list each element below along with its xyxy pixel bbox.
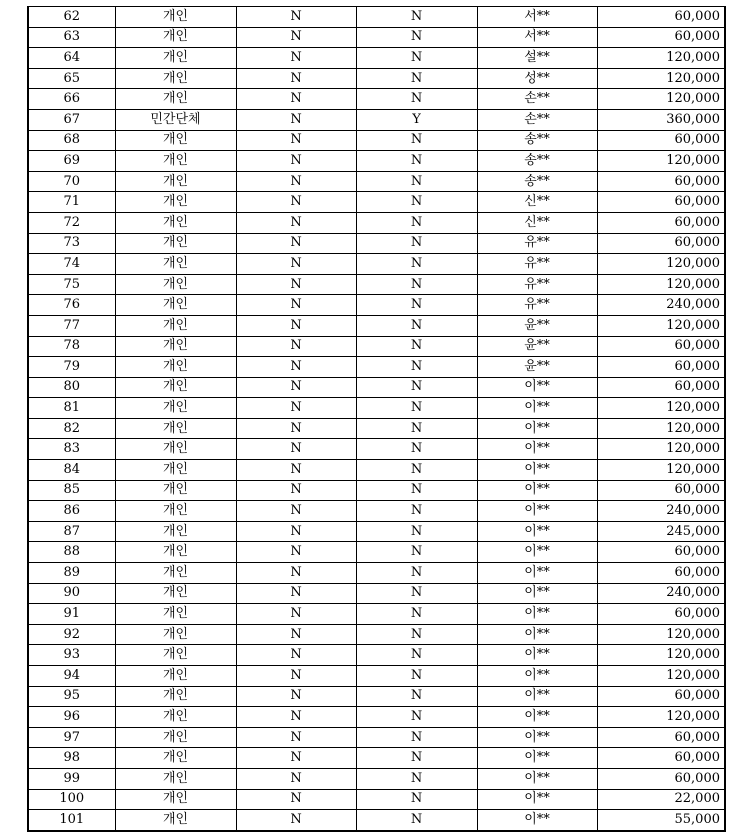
donor-name-cell: 유** — [477, 254, 597, 275]
amount-cell: 120,000 — [597, 48, 725, 69]
table-row — [28, 398, 725, 419]
flag-a-cell: N — [236, 521, 356, 542]
flag-a-cell: N — [236, 686, 356, 707]
table-body — [28, 7, 725, 831]
amount-cell: 120,000 — [597, 274, 725, 295]
table-row — [28, 480, 725, 501]
donor-type-cell: 개인 — [115, 624, 236, 645]
table-row — [28, 460, 725, 481]
flag-b-cell: N — [356, 233, 477, 254]
flag-b-cell: N — [356, 192, 477, 213]
flag-b-cell: N — [356, 130, 477, 151]
amount-cell: 60,000 — [597, 480, 725, 501]
row-number-cell: 80 — [28, 377, 115, 398]
amount-cell: 60,000 — [597, 192, 725, 213]
donor-name-cell: 이** — [477, 789, 597, 810]
flag-b-cell: N — [356, 686, 477, 707]
flag-a-cell: N — [236, 789, 356, 810]
flag-a-cell: N — [236, 810, 356, 831]
table-row — [28, 604, 725, 625]
flag-a-cell: N — [236, 604, 356, 625]
row-number-cell: 66 — [28, 89, 115, 110]
amount-cell: 60,000 — [597, 27, 725, 48]
donor-name-cell: 이** — [477, 501, 597, 522]
flag-b-cell: N — [356, 212, 477, 233]
flag-b-cell: N — [356, 707, 477, 728]
donor-type-cell: 개인 — [115, 48, 236, 69]
row-number-cell: 62 — [28, 7, 115, 28]
donor-type-cell: 개인 — [115, 501, 236, 522]
donor-name-cell: 이** — [477, 460, 597, 481]
amount-cell: 60,000 — [597, 377, 725, 398]
row-number-cell: 63 — [28, 27, 115, 48]
flag-b-cell: N — [356, 254, 477, 275]
donor-type-cell: 개인 — [115, 521, 236, 542]
table-row — [28, 768, 725, 789]
flag-a-cell: N — [236, 212, 356, 233]
amount-cell: 120,000 — [597, 666, 725, 687]
row-number-cell: 84 — [28, 460, 115, 481]
amount-cell: 60,000 — [597, 336, 725, 357]
row-number-cell: 90 — [28, 583, 115, 604]
donor-name-cell: 송** — [477, 171, 597, 192]
table-row — [28, 501, 725, 522]
amount-cell: 245,000 — [597, 521, 725, 542]
flag-a-cell: N — [236, 109, 356, 130]
donor-name-cell: 이** — [477, 768, 597, 789]
donor-name-cell: 이** — [477, 748, 597, 769]
donor-type-cell: 개인 — [115, 810, 236, 831]
table-row — [28, 810, 725, 831]
donor-name-cell: 이** — [477, 604, 597, 625]
donor-name-cell: 이** — [477, 377, 597, 398]
amount-cell: 60,000 — [597, 542, 725, 563]
row-number-cell: 65 — [28, 68, 115, 89]
donor-name-cell: 이** — [477, 686, 597, 707]
donor-name-cell: 이** — [477, 666, 597, 687]
amount-cell: 60,000 — [597, 727, 725, 748]
donor-type-cell: 개인 — [115, 768, 236, 789]
row-number-cell: 92 — [28, 624, 115, 645]
table-row — [28, 521, 725, 542]
row-number-cell: 88 — [28, 542, 115, 563]
row-number-cell: 86 — [28, 501, 115, 522]
flag-b-cell: Y — [356, 109, 477, 130]
flag-a-cell: N — [236, 89, 356, 110]
donor-type-cell: 개인 — [115, 89, 236, 110]
amount-cell: 60,000 — [597, 686, 725, 707]
donor-name-cell: 손** — [477, 89, 597, 110]
flag-a-cell: N — [236, 768, 356, 789]
flag-b-cell: N — [356, 810, 477, 831]
amount-cell: 22,000 — [597, 789, 725, 810]
table-row — [28, 274, 725, 295]
flag-b-cell: N — [356, 27, 477, 48]
row-number-cell: 100 — [28, 789, 115, 810]
flag-b-cell: N — [356, 68, 477, 89]
donor-type-cell: 개인 — [115, 377, 236, 398]
donor-name-cell: 이** — [477, 810, 597, 831]
row-number-cell: 69 — [28, 151, 115, 172]
donor-name-cell: 이** — [477, 707, 597, 728]
amount-cell: 120,000 — [597, 439, 725, 460]
amount-cell: 120,000 — [597, 398, 725, 419]
amount-cell: 60,000 — [597, 563, 725, 584]
table-row — [28, 645, 725, 666]
flag-b-cell: N — [356, 604, 477, 625]
amount-cell: 55,000 — [597, 810, 725, 831]
flag-b-cell: N — [356, 7, 477, 28]
row-number-cell: 68 — [28, 130, 115, 151]
flag-b-cell: N — [356, 398, 477, 419]
donor-type-cell: 개인 — [115, 68, 236, 89]
flag-b-cell: N — [356, 377, 477, 398]
amount-cell: 120,000 — [597, 89, 725, 110]
table-row — [28, 439, 725, 460]
flag-b-cell: N — [356, 583, 477, 604]
table-row — [28, 377, 725, 398]
row-number-cell: 72 — [28, 212, 115, 233]
donor-type-cell: 개인 — [115, 460, 236, 481]
donor-type-cell: 개인 — [115, 192, 236, 213]
flag-b-cell: N — [356, 357, 477, 378]
donor-name-cell: 이** — [477, 418, 597, 439]
row-number-cell: 82 — [28, 418, 115, 439]
table-row — [28, 254, 725, 275]
row-number-cell: 64 — [28, 48, 115, 69]
flag-b-cell: N — [356, 789, 477, 810]
donor-name-cell: 설** — [477, 48, 597, 69]
table-row — [28, 68, 725, 89]
row-number-cell: 75 — [28, 274, 115, 295]
row-number-cell: 71 — [28, 192, 115, 213]
flag-b-cell: N — [356, 748, 477, 769]
donor-name-cell: 성** — [477, 68, 597, 89]
flag-a-cell: N — [236, 460, 356, 481]
table-row — [28, 171, 725, 192]
flag-a-cell: N — [236, 707, 356, 728]
donor-name-cell: 이** — [477, 624, 597, 645]
donor-type-cell: 개인 — [115, 666, 236, 687]
flag-a-cell: N — [236, 68, 356, 89]
flag-b-cell: N — [356, 315, 477, 336]
flag-a-cell: N — [236, 666, 356, 687]
flag-a-cell: N — [236, 727, 356, 748]
flag-a-cell: N — [236, 624, 356, 645]
row-number-cell: 89 — [28, 563, 115, 584]
table-row — [28, 233, 725, 254]
flag-b-cell: N — [356, 439, 477, 460]
donor-name-cell: 이** — [477, 521, 597, 542]
row-number-cell: 79 — [28, 357, 115, 378]
row-number-cell: 97 — [28, 727, 115, 748]
donor-name-cell: 이** — [477, 727, 597, 748]
flag-a-cell: N — [236, 233, 356, 254]
amount-cell: 120,000 — [597, 624, 725, 645]
row-number-cell: 98 — [28, 748, 115, 769]
donor-type-cell: 개인 — [115, 727, 236, 748]
row-number-cell: 77 — [28, 315, 115, 336]
flag-b-cell: N — [356, 727, 477, 748]
table-row — [28, 624, 725, 645]
amount-cell: 60,000 — [597, 768, 725, 789]
table-row — [28, 418, 725, 439]
row-number-cell: 91 — [28, 604, 115, 625]
donor-name-cell: 신** — [477, 212, 597, 233]
amount-cell: 60,000 — [597, 748, 725, 769]
donor-type-cell: 개인 — [115, 274, 236, 295]
amount-cell: 120,000 — [597, 68, 725, 89]
donor-type-cell: 개인 — [115, 480, 236, 501]
donor-name-cell: 유** — [477, 295, 597, 316]
donor-name-cell: 윤** — [477, 357, 597, 378]
row-number-cell: 78 — [28, 336, 115, 357]
flag-a-cell: N — [236, 336, 356, 357]
donation-table — [27, 6, 726, 832]
flag-b-cell: N — [356, 542, 477, 563]
row-number-cell: 70 — [28, 171, 115, 192]
flag-a-cell: N — [236, 501, 356, 522]
donor-type-cell: 개인 — [115, 707, 236, 728]
table-row — [28, 727, 725, 748]
donor-type-cell: 개인 — [115, 7, 236, 28]
flag-a-cell: N — [236, 151, 356, 172]
table-row — [28, 666, 725, 687]
donor-type-cell: 개인 — [115, 439, 236, 460]
flag-a-cell: N — [236, 254, 356, 275]
donor-name-cell: 유** — [477, 233, 597, 254]
amount-cell: 120,000 — [597, 254, 725, 275]
table-row — [28, 27, 725, 48]
flag-b-cell: N — [356, 274, 477, 295]
row-number-cell: 101 — [28, 810, 115, 831]
donor-name-cell: 신** — [477, 192, 597, 213]
table-row — [28, 357, 725, 378]
row-number-cell: 85 — [28, 480, 115, 501]
donor-type-cell: 개인 — [115, 254, 236, 275]
flag-b-cell: N — [356, 521, 477, 542]
donor-name-cell: 송** — [477, 130, 597, 151]
flag-b-cell: N — [356, 645, 477, 666]
flag-b-cell: N — [356, 460, 477, 481]
row-number-cell: 76 — [28, 295, 115, 316]
donor-name-cell: 윤** — [477, 336, 597, 357]
table-row — [28, 707, 725, 728]
table-row — [28, 89, 725, 110]
flag-a-cell: N — [236, 418, 356, 439]
amount-cell: 120,000 — [597, 151, 725, 172]
row-number-cell: 81 — [28, 398, 115, 419]
flag-a-cell: N — [236, 171, 356, 192]
donor-type-cell: 개인 — [115, 315, 236, 336]
donor-type-cell: 개인 — [115, 686, 236, 707]
flag-a-cell: N — [236, 295, 356, 316]
flag-b-cell: N — [356, 480, 477, 501]
amount-cell: 60,000 — [597, 7, 725, 28]
donor-type-cell: 개인 — [115, 130, 236, 151]
table-row — [28, 212, 725, 233]
row-number-cell: 93 — [28, 645, 115, 666]
amount-cell: 60,000 — [597, 171, 725, 192]
flag-a-cell: N — [236, 480, 356, 501]
donor-name-cell: 이** — [477, 645, 597, 666]
flag-a-cell: N — [236, 583, 356, 604]
donor-name-cell: 윤** — [477, 315, 597, 336]
amount-cell: 120,000 — [597, 707, 725, 728]
flag-b-cell: N — [356, 151, 477, 172]
amount-cell: 120,000 — [597, 418, 725, 439]
donor-type-cell: 민간단체 — [115, 109, 236, 130]
flag-a-cell: N — [236, 7, 356, 28]
donor-type-cell: 개인 — [115, 171, 236, 192]
amount-cell: 120,000 — [597, 460, 725, 481]
table-row — [28, 789, 725, 810]
row-number-cell: 87 — [28, 521, 115, 542]
table-row — [28, 583, 725, 604]
table-row — [28, 315, 725, 336]
donor-name-cell: 이** — [477, 480, 597, 501]
table-row — [28, 563, 725, 584]
flag-a-cell: N — [236, 439, 356, 460]
donor-type-cell: 개인 — [115, 27, 236, 48]
flag-b-cell: N — [356, 89, 477, 110]
flag-b-cell: N — [356, 666, 477, 687]
row-number-cell: 94 — [28, 666, 115, 687]
donor-type-cell: 개인 — [115, 645, 236, 666]
amount-cell: 60,000 — [597, 130, 725, 151]
table-row — [28, 130, 725, 151]
donor-name-cell: 이** — [477, 439, 597, 460]
flag-b-cell: N — [356, 768, 477, 789]
donor-name-cell: 이** — [477, 398, 597, 419]
amount-cell: 120,000 — [597, 645, 725, 666]
flag-a-cell: N — [236, 357, 356, 378]
donor-type-cell: 개인 — [115, 789, 236, 810]
donor-name-cell: 이** — [477, 563, 597, 584]
row-number-cell: 73 — [28, 233, 115, 254]
flag-a-cell: N — [236, 192, 356, 213]
donor-type-cell: 개인 — [115, 563, 236, 584]
table-row — [28, 542, 725, 563]
donor-name-cell: 유** — [477, 274, 597, 295]
row-number-cell: 67 — [28, 109, 115, 130]
donor-type-cell: 개인 — [115, 212, 236, 233]
amount-cell: 240,000 — [597, 501, 725, 522]
amount-cell: 60,000 — [597, 233, 725, 254]
flag-a-cell: N — [236, 645, 356, 666]
table-row — [28, 686, 725, 707]
flag-a-cell: N — [236, 48, 356, 69]
table-row — [28, 192, 725, 213]
row-number-cell: 96 — [28, 707, 115, 728]
donor-name-cell: 서** — [477, 27, 597, 48]
flag-b-cell: N — [356, 336, 477, 357]
donor-name-cell: 송** — [477, 151, 597, 172]
table-row — [28, 109, 725, 130]
flag-a-cell: N — [236, 563, 356, 584]
table-row — [28, 336, 725, 357]
flag-b-cell: N — [356, 563, 477, 584]
amount-cell: 240,000 — [597, 583, 725, 604]
donor-type-cell: 개인 — [115, 542, 236, 563]
amount-cell: 60,000 — [597, 357, 725, 378]
donor-name-cell: 서** — [477, 7, 597, 28]
donor-type-cell: 개인 — [115, 357, 236, 378]
row-number-cell: 83 — [28, 439, 115, 460]
flag-b-cell: N — [356, 418, 477, 439]
donor-type-cell: 개인 — [115, 295, 236, 316]
row-number-cell: 99 — [28, 768, 115, 789]
flag-b-cell: N — [356, 48, 477, 69]
table-row — [28, 7, 725, 28]
table-row — [28, 295, 725, 316]
donor-type-cell: 개인 — [115, 233, 236, 254]
amount-cell: 240,000 — [597, 295, 725, 316]
flag-a-cell: N — [236, 377, 356, 398]
donor-type-cell: 개인 — [115, 398, 236, 419]
flag-a-cell: N — [236, 274, 356, 295]
donor-type-cell: 개인 — [115, 336, 236, 357]
table-row — [28, 48, 725, 69]
donor-type-cell: 개인 — [115, 151, 236, 172]
flag-a-cell: N — [236, 748, 356, 769]
donor-name-cell: 이** — [477, 583, 597, 604]
table-row — [28, 748, 725, 769]
flag-a-cell: N — [236, 398, 356, 419]
donor-name-cell: 이** — [477, 542, 597, 563]
row-number-cell: 95 — [28, 686, 115, 707]
flag-a-cell: N — [236, 130, 356, 151]
donor-type-cell: 개인 — [115, 583, 236, 604]
amount-cell: 360,000 — [597, 109, 725, 130]
flag-b-cell: N — [356, 171, 477, 192]
donor-type-cell: 개인 — [115, 418, 236, 439]
donor-name-cell: 손** — [477, 109, 597, 130]
flag-a-cell: N — [236, 542, 356, 563]
flag-a-cell: N — [236, 27, 356, 48]
donor-type-cell: 개인 — [115, 748, 236, 769]
amount-cell: 60,000 — [597, 604, 725, 625]
flag-b-cell: N — [356, 624, 477, 645]
amount-cell: 120,000 — [597, 315, 725, 336]
row-number-cell: 74 — [28, 254, 115, 275]
flag-b-cell: N — [356, 501, 477, 522]
flag-b-cell: N — [356, 295, 477, 316]
table-row — [28, 151, 725, 172]
amount-cell: 60,000 — [597, 212, 725, 233]
flag-a-cell: N — [236, 315, 356, 336]
donor-type-cell: 개인 — [115, 604, 236, 625]
